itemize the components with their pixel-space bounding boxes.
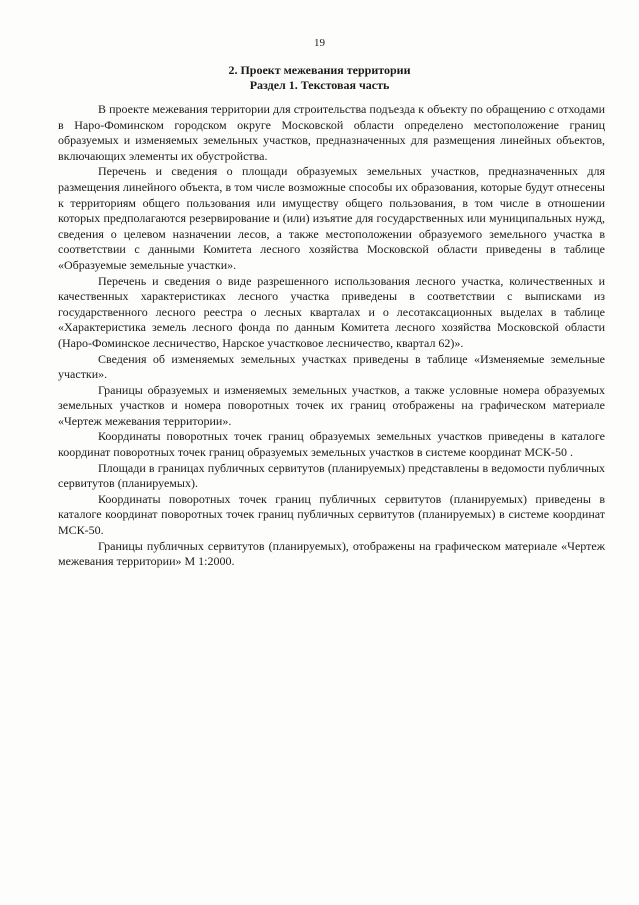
paragraph-9: Границы публичных сервитутов (планируемых), отображены на графическом материале «Чертеж межевания территории» М 1:2000. — [58, 538, 605, 569]
paragraph-8: Координаты поворотных точек границ публичных сервитутов (планируемых) приведены в каталоге координат поворотных точек границ публичных сервитутов (планируемых) в системе координат МСК-50. — [58, 491, 605, 538]
body-text — [58, 102, 605, 570]
paragraph-4: Сведения об изменяемых земельных участках приведены в таблице «Изменяемые земельные участки». — [58, 351, 605, 382]
paragraph-2: Перечень и сведения о площади образуемых земельных участков, предназначенных для размещения линейного объекта, в том числе возможные способы их образования, которые будут отнесены к территориям общего пользования или имуществу общего пользования, в том числе в отношении которых предполагаются резервирование и (или) изъятие для государственных или муниципальных нужд, сведения о целевом назначении лесов, а также местоположении образуемого земельного участка в соответствии с данными Комитета лесного хозяйства Московской области приведены в таблице «Образуемые земельные участки». — [58, 164, 605, 272]
page-number: 19 — [314, 37, 325, 49]
paragraph-5: Границы образуемых и изменяемых земельных участков, а также условные номера образуемых земельных участков и номера поворотных точек их границ отображены на графическом материале «Чертеж межевания территории». — [58, 382, 605, 428]
heading-subtitle: Раздел 1. Текстовая часть — [249, 78, 390, 92]
section-heading — [0, 63, 639, 93]
paragraph-6: Координаты поворотных точек границ образуемых земельных участков приведены в каталоге координат поворотных точек границ образуемых земельных участков в системе координат МСК-50 . — [58, 429, 605, 460]
heading-title: 2. Проект межевания территории — [228, 63, 411, 77]
paragraph-3: Перечень и сведения о виде разрешенного использования лесного участка, количественных и качественных характеристиках лесного участка приведены в соответствии с выписками из государственного лесного реестра о лесных кварталах и о лесотаксационных выделах в таблице «Характеристика земель лесного фонда по данным Комитета лесного хозяйства Московской области (Наро-Фоминское лесничество, Нарское участковое лесничество, квартал 62)». — [58, 273, 605, 350]
paragraph-1: В проекте межевания территории для строительства подъезда к объекту по обращению с отходами в Наро-Фоминском городском округе Московской области определено местоположение границ образуемых и изменяемых земельных участков, предназначенных для размещения линейных объектов, включающих элементы их обустройства. — [58, 102, 605, 163]
paragraph-7: Площади в границах публичных сервитутов (планируемых) представлены в ведомости публичных сервитутов (планируемых). — [58, 460, 605, 491]
